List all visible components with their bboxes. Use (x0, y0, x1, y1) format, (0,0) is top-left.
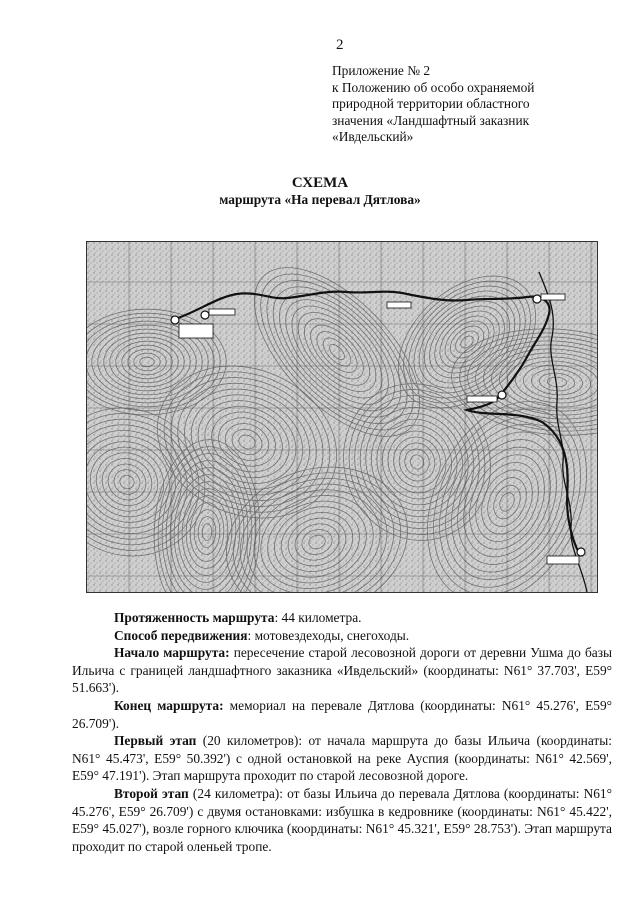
marker-auspiya (533, 295, 541, 303)
appendix-line: к Положению об особо охраняемой (332, 79, 535, 95)
stage1-value: (20 километров): от начала маршрута до базы Ильича (координаты: N61° 45.473', E59° 50.392') с одной остановкой на реке Ауспия (координаты: N61° 42.569', E59° 47.191'). Этап маршрута проходит по старой лесовозной дороге. (72, 733, 612, 784)
marker-start (171, 316, 179, 324)
document-subtitle: маршрута «На перевал Дятлова» (219, 192, 421, 207)
method-value: : мотовездеходы, снегоходы. (247, 627, 410, 643)
method-label: Способ передвижения (114, 627, 248, 643)
end-label: Конец маршрута: (114, 697, 224, 713)
route-start (72, 644, 612, 697)
stage-two (72, 785, 612, 855)
label-box (467, 396, 497, 402)
appendix-header (332, 63, 602, 146)
route-end (72, 697, 612, 732)
document-title: СХЕМА (291, 175, 349, 191)
marker-hut (498, 391, 506, 399)
label-box (387, 302, 411, 308)
route-length (72, 609, 612, 627)
start-label: Начало маршрута: (114, 645, 230, 661)
appendix-line: природной территории областного (332, 96, 530, 112)
appendix-line: «Ивдельский» (332, 129, 414, 145)
start-value: пересечение старой лесовозной дороги от деревни Ушма до базы Ильича с границей ландшафтного заказника «Ивдельский» (координаты: N61° 37.703', E59° 51.663'). (72, 645, 612, 696)
label-box (209, 309, 235, 315)
stage-one (72, 732, 612, 785)
label-box (179, 324, 213, 338)
marker-pass (577, 548, 585, 556)
route-map-image (86, 241, 598, 593)
transport-method (72, 627, 612, 645)
marker-base (201, 311, 209, 319)
stage2-label: Второй этап (114, 785, 189, 801)
stage1-label: Первый этап (114, 733, 197, 749)
stage2-value: (24 километра): от базы Ильича до перевала Дятлова (координаты: N61° 45.276', E59° 26.709') с двумя остановками: избушка в кедровнике (координаты: N61° 45.422', E59° 45.027'), возле горного ключика (координаты: N61° 45.321', E59° 28.753'). Этап маршрута проходит по старой оленьей тропе. (72, 785, 612, 854)
end-value: мемориал на перевале Дятлова (координаты: N61° 45.276', E59° 26.709'). (72, 697, 612, 731)
route-description (72, 609, 612, 855)
length-value: : 44 километра. (274, 610, 362, 625)
appendix-line: значения «Ландшафтный заказник (332, 112, 530, 128)
label-box (541, 294, 565, 300)
appendix-line: Приложение № 2 (332, 63, 431, 78)
length-label: Протяженность маршрута (114, 610, 275, 625)
label-box (547, 556, 579, 564)
page-number: 2 (336, 37, 344, 53)
